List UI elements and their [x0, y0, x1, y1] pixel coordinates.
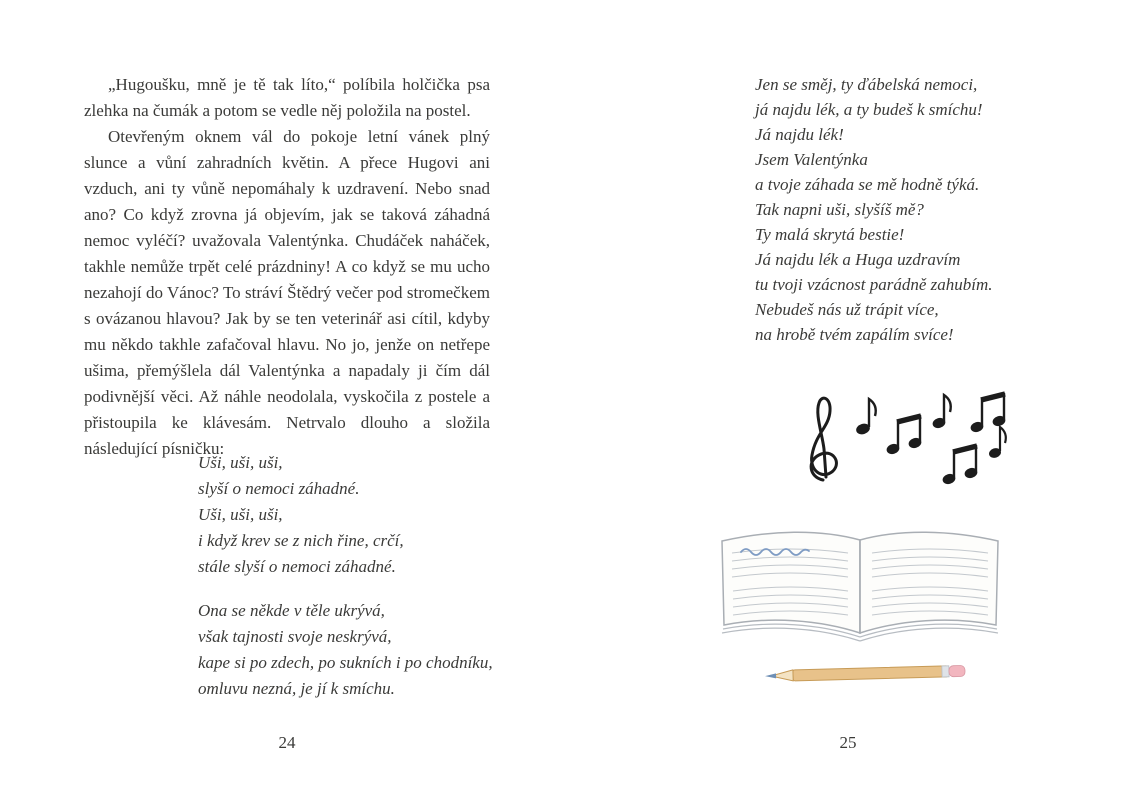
poem-line: na hrobě tvém zapálím svíce! [755, 325, 954, 344]
poem-line: i když krev se z nich řine, crčí, [198, 531, 404, 550]
song-lyrics-left [198, 450, 498, 702]
poem-line: však tajnosti svoje neskrývá, [198, 627, 392, 646]
poem-line: Uši, uši, uši, [198, 505, 283, 524]
music-note-icon [942, 445, 978, 485]
pencil-eraser [949, 665, 965, 676]
pencil-lead-tip [765, 673, 776, 678]
music-notes-group [811, 393, 1006, 485]
poem-line: Já najdu lék a Huga uzdravím [755, 250, 961, 269]
music-note-icon [932, 395, 951, 429]
poem-line: Jsem Valentýnka [755, 150, 868, 169]
poem-line: Tak napni uši, slyšíš mě? [755, 200, 924, 219]
prose-paragraph-1: „Hugoušku, mně je tě tak líto,“ políbila holčička psa zlehka na čumák a potom se vedle něj položila na postel. [84, 75, 490, 120]
poem-line: Já najdu lék! [755, 125, 844, 144]
poem-line: a tvoje záhada se mě hodně týká. [755, 175, 980, 194]
poem-line: Nebudeš nás už trápit více, [755, 300, 939, 319]
treble-clef-icon [811, 398, 836, 480]
poem-line: stále slyší o nemoci záhadné. [198, 557, 396, 576]
poem-line: Ona se někde v těle ukrývá, [198, 601, 385, 620]
poem-line: tu tvoji vzácnost parádně zahubím. [755, 275, 993, 294]
poem-line: Ty malá skrytá bestie! [755, 225, 905, 244]
left-page-prose [84, 72, 490, 462]
lyrics-stanza-2 [198, 598, 498, 702]
poem-line: já najdu lék, a ty budeš k smíchu! [755, 100, 983, 119]
prose-paragraph-2: Otevřeným oknem vál do pokoje letní vánek plný slunce a vůní zahradních květin. A přece Hugovi ani vzduch, ani ty vůně nepomáhaly k uzdravení. Nebo snad ano? Co když zrovna já objevím, jak se taková záhadná nemoc vyléčí? uvažovala Valentýnka. Chudáček naháček, takhle nemůže trpět celé prázdniny! A co když se mu ucho nezahojí do Vánoc? To stráví Štědrý večer pod stromečkem s ovázanou hlavou? Jak by se ten veterinář asi cítil, kdyby mu někdo takhle zafačoval hlavu. No jo, jenže on netřepe ušima, přemýšlela dál Valentýnka a napadaly ji čím dál podivnější věci. Až náhle neodolala, vyskočila z postele a přistoupila ke klávesám. Netrvalo dlouho a složila následující písničku: [84, 127, 490, 458]
pencil-illustration [765, 665, 965, 681]
poem-line: Jen se směj, ty ďábelská nemoci, [755, 75, 978, 94]
open-notebook [722, 532, 998, 641]
poem-line: slyší o nemoci záhadné. [198, 479, 360, 498]
poem-line: omluvu nezná, je jí k smíchu. [198, 679, 395, 698]
page-number-left: 24 [278, 733, 296, 752]
poem-line: Uši, uši, uši, [198, 453, 283, 472]
lyrics-stanza-1 [198, 450, 498, 580]
notebook-right-page [860, 532, 998, 633]
music-note-icon [886, 415, 922, 455]
music-notebook-illustration [695, 385, 1025, 705]
music-note-icon [855, 399, 875, 435]
page-number-right: 25 [839, 733, 857, 752]
song-lyrics-right [755, 72, 1055, 347]
notebook-left-page [722, 532, 860, 633]
pencil-ferrule [942, 666, 949, 677]
poem-line: kape si po zdech, po sukních i po chodníku, [198, 653, 493, 672]
music-note-icon [988, 427, 1005, 459]
